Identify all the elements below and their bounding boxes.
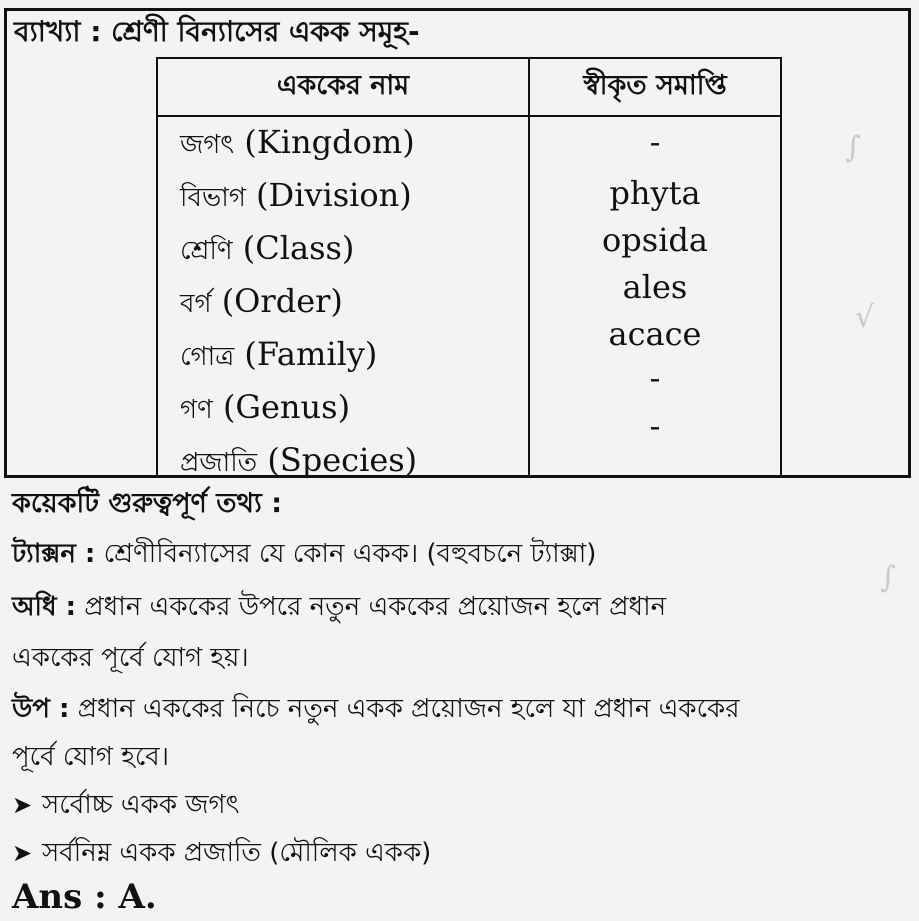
bleed-through-mark: ∫	[880, 560, 896, 595]
suffix-species: -	[649, 407, 661, 445]
suffix-class: opsida	[602, 221, 708, 259]
suffix-genus: -	[649, 359, 661, 397]
unit-name-family: গোত্র (Family)	[180, 335, 378, 373]
explanation-title: ব্যাখ্যা : শ্রেণী বিন্যাসের একক সমূহ-	[14, 15, 420, 48]
suffix-order: ales	[622, 268, 688, 306]
unit-name-kingdom: জগৎ (Kingdom)	[180, 123, 415, 161]
classification-units-table	[156, 57, 782, 477]
arrow-bullet-icon: ➤	[12, 791, 33, 819]
important-facts-heading: কয়েকটি গুরুত্বপূর্ণ তথ্য :	[12, 488, 283, 519]
unit-name-class: শ্রেণি (Class)	[180, 229, 355, 267]
bullet-highest-unit: ➤ সর্বোচ্চ একক জগৎ	[12, 790, 240, 820]
unit-name-genus: গণ (Genus)	[180, 388, 351, 426]
header-unit-name: এককের নাম	[157, 58, 529, 116]
suffixes-cell	[529, 116, 781, 476]
arrow-bullet-icon: ➤	[12, 839, 33, 867]
suffix-kingdom: -	[649, 123, 661, 161]
fact-sub-cont: পূর্বে যোগ হবে।	[12, 742, 170, 772]
table-header-row	[157, 58, 781, 116]
unit-name-order: বর্গ (Order)	[180, 282, 343, 320]
bullet-lowest-unit: ➤ সর্বনিম্ন একক প্রজাতি (মৌলিক একক)	[12, 838, 432, 868]
fact-taxon: ট্যাক্সন : শ্রেণীবিন্যাসের যে কোন একক। (বহুবচনে ট্যাক্সা)	[12, 539, 597, 569]
unit-name-division: বিভাগ (Division)	[180, 176, 412, 214]
unit-name-species: প্রজাতি (Species)	[180, 441, 418, 479]
table-body-row	[157, 116, 781, 476]
suffix-family: acace	[608, 315, 702, 353]
fact-sub: উপ : প্রধান এককের নিচে নতুন একক প্রয়োজন হলে যা প্রধান এককের	[12, 694, 740, 724]
unit-names-cell	[157, 116, 529, 479]
suffix-division: phyta	[609, 174, 701, 212]
answer-line: Ans : A.	[12, 877, 157, 917]
bleed-through-mark: √	[855, 300, 875, 335]
header-accepted-suffix: স্বীকৃত সমাপ্তি	[529, 58, 781, 116]
bleed-through-mark: ∫	[845, 130, 861, 165]
fact-super-cont: এককের পূর্বে যোগ হয়।	[12, 643, 249, 673]
fact-super: অধি : প্রধান এককের উপরে নতুন এককের প্রয়োজন হলে প্রধান	[12, 592, 667, 622]
